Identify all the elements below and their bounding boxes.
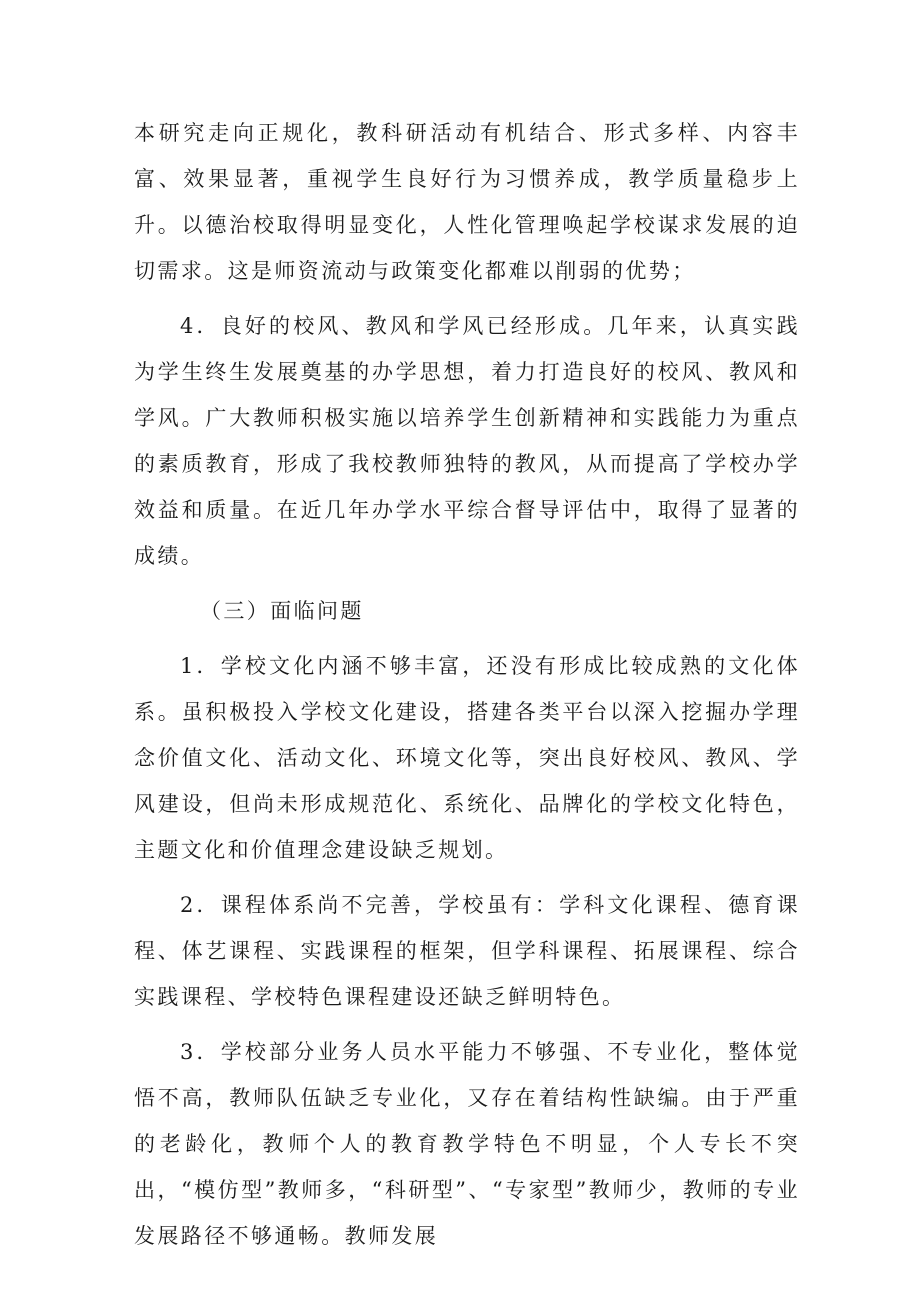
paragraph-gap xyxy=(134,873,800,882)
paragraph-item-4: 4．良好的校风、教风和学风已经形成。几年来，认真实践为学生终生发展奠基的办学思想，着力打造良好的校风、教风和学风。广大教师积极实施以培养学生创新精神和实践能力为重点的素质教育，形成了我校教师独特的教风，从而提高了学校办学效益和质量。在近几年办学水平综合督导评估中，取得了显著的成绩。 xyxy=(134,314,800,568)
section-heading-problems: （三）面临问题 xyxy=(200,599,364,623)
paragraph-problem-1: 1．学校文化内涵不够丰富，还没有形成比较成熟的文化体系。虽积极投入学校文化建设，搭建各类平台以深入挖掘办学理念价值文化、活动文化、环境文化等，突出良好校风、教风、学风建设，但尚未形成规范化、系统化、品牌化的学校文化特色，主题文化和价值理念建设缺乏规划。 xyxy=(134,654,800,862)
paragraph-gap xyxy=(134,1020,800,1029)
paragraph-gap xyxy=(134,579,800,588)
paragraph-problem-2: 2．课程体系尚不完善，学校虽有：学科文化课程、德育课程、体艺课程、实践课程的框架，但学科课程、拓展课程、综合实践课程、学校特色课程建设还缺乏鲜明特色。 xyxy=(134,893,800,1009)
paragraph-gap xyxy=(134,294,800,303)
paragraph-gap xyxy=(134,634,800,643)
paragraph-problem-3: 3．学校部分业务人员水平能力不够强、不专业化，整体觉悟不高，教师队伍缺乏专业化，又存在着结构性缺编。由于严重的老龄化，教师个人的教育教学特色不明显，个人专长不突出，“模仿型”教师多，“科研型”、“专家型”教师少，教师的专业发展路径不够通畅。教师发展 xyxy=(134,1040,800,1248)
paragraph-continued: 本研究走向正规化，教科研活动有机结合、形式多样、内容丰富、效果显著，重视学生良好行为习惯养成，教学质量稳步上升。以德治校取得明显变化，人性化管理唤起学校谋求发展的迫切需求。这是师资流动与政策变化都难以削弱的优势； xyxy=(134,121,800,283)
